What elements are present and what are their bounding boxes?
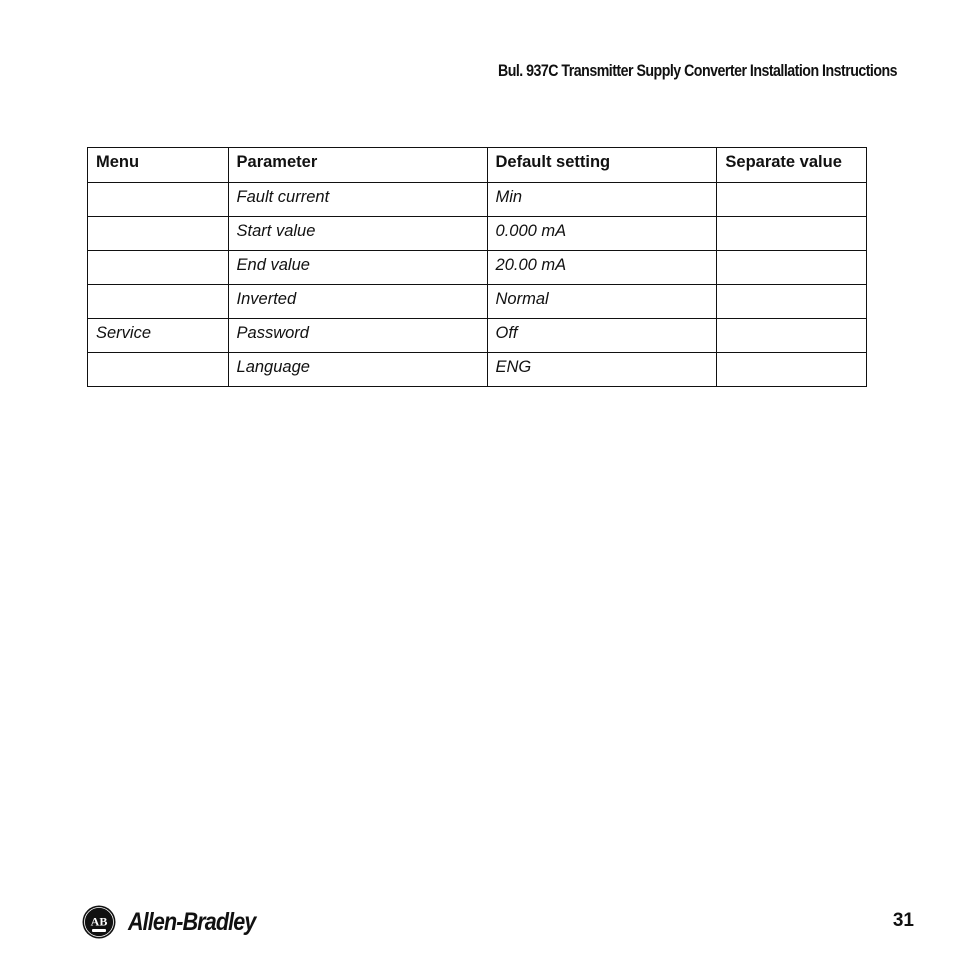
parameter-settings-table [87,147,867,387]
parameter-cell: Fault current [228,183,487,217]
default-setting-cell: Normal [487,285,717,319]
menu-cell: Service [88,319,229,353]
allen-bradley-logo [82,905,276,939]
table-row [88,183,867,217]
parameter-cell: Inverted [228,285,487,319]
default-setting-cell: Off [487,319,717,353]
table-row [88,353,867,387]
table-row [88,217,867,251]
parameter-cell: End value [228,251,487,285]
parameter-cell: Password [228,319,487,353]
table-header-row [88,148,867,183]
menu-cell [88,183,229,217]
page-number: 31 [892,910,914,931]
table-row [88,285,867,319]
default-setting-cell: ENG [487,353,717,387]
menu-cell [88,251,229,285]
table-row [88,251,867,285]
separate-value-cell [717,319,867,353]
menu-cell [88,217,229,251]
brand-name: Allen-Bradley [128,907,256,936]
column-header-parameter: Parameter [228,148,487,183]
separate-value-cell [717,353,867,387]
default-setting-cell: Min [487,183,717,217]
default-setting-cell: 20.00 mA [487,251,717,285]
separate-value-cell [717,183,867,217]
separate-value-cell [717,251,867,285]
ab-badge-icon [82,905,116,939]
separate-value-cell [717,285,867,319]
menu-cell [88,353,229,387]
column-header-default-setting: Default setting [487,148,717,183]
table-row [88,319,867,353]
separate-value-cell [717,217,867,251]
menu-cell [88,285,229,319]
parameter-cell: Start value [228,217,487,251]
column-header-menu: Menu [88,148,229,183]
column-header-separate-value: Separate value [717,148,867,183]
document-title: Bul. 937C Transmitter Supply Converter Installation Instructions [497,62,897,80]
default-setting-cell: 0.000 mA [487,217,717,251]
ab-badge-text: AB [90,914,108,929]
parameter-cell: Language [228,353,487,387]
